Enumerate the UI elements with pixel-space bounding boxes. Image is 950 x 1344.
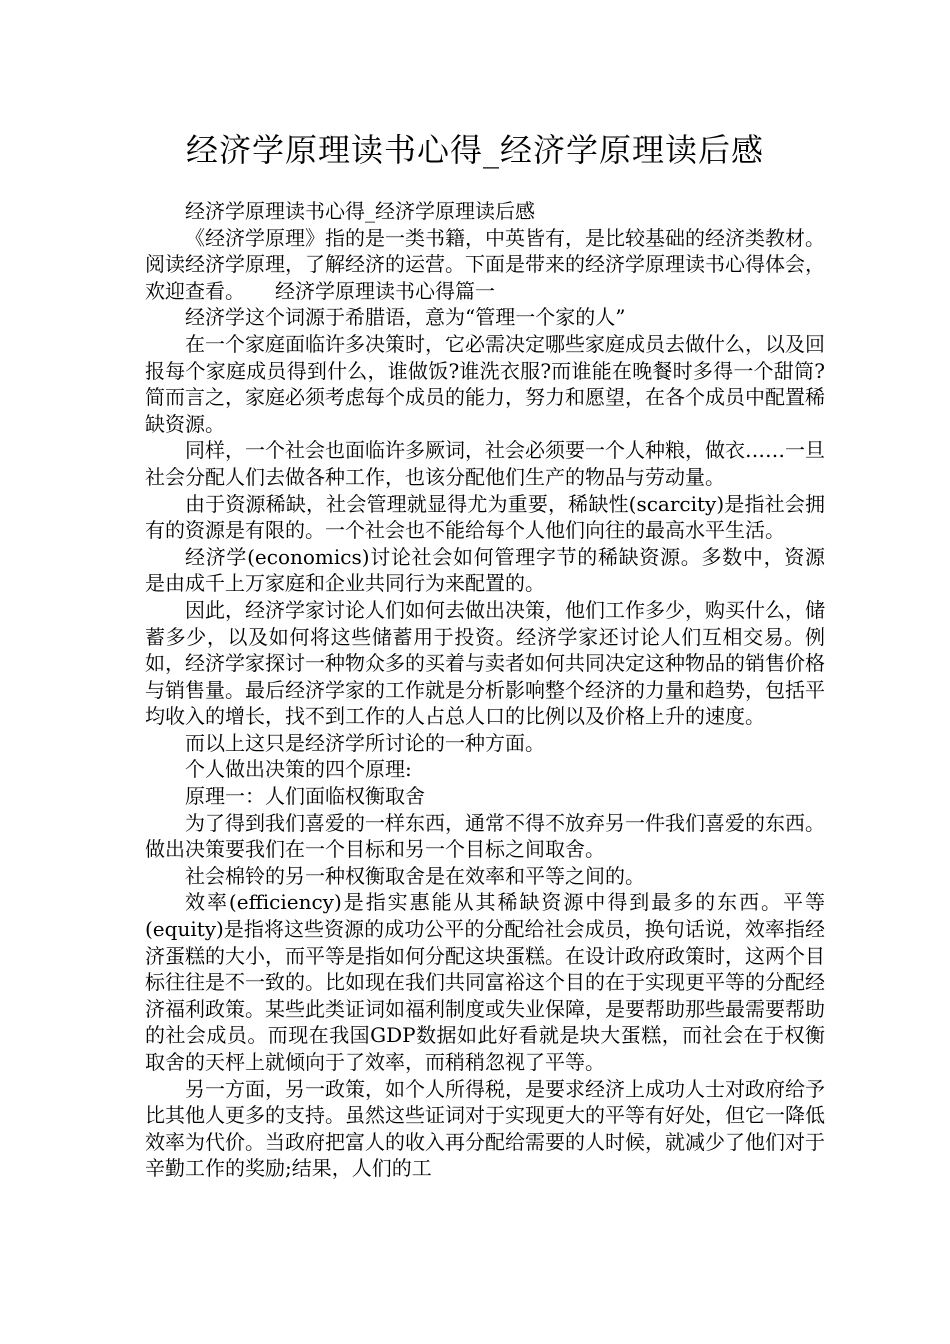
paragraph: 在一个家庭面临许多决策时，它必需决定哪些家庭成员去做什么，以及回报每个家庭成员得到什么，谁做饭?谁洗衣服?而谁能在晚餐时多得一个甜筒?简而言之，家庭必须考虑每个成员的能力，努力和愿望，在各个成员中配置稀缺资源。: [145, 331, 825, 436]
paragraph: 而以上这只是经济学所讨论的一种方面。: [185, 730, 545, 755]
paragraph: 为了得到我们喜爱的一样东西，通常不得不放弃另一件我们喜爱的东西。做出决策要我们在一个目标和另一个目标之间取舍。: [145, 810, 825, 862]
paragraph: 社会棉铃的另一种权衡取舍是在效率和平等之间的。: [185, 863, 645, 888]
document-body: [145, 198, 825, 1182]
paragraph: 同样，一个社会也面临许多厥词，社会必须要一个人种粮，做衣……一旦社会分配人们去做各种工作，也该分配他们生产的物品与劳动量。: [145, 438, 825, 489]
paragraph: 效率(efficiency)是指实惠能从其稀缺资源中得到最多的东西。平等(equity)是指将这些资源的成功公平的分配给社会成员，换句话说，效率指经济蛋糕的大小，而平等是指如何分配这块蛋糕。在设计政府政策时，这两个目标往往是不一致的。比如现在我们共同富裕这个目的在于实现更平等的分配经济福利政策。某些此类证词如福利制度或失业保障，是要帮助那些最需要帮助的社会成员。而现在我国GDP数据如此好看就是块大蛋糕，而社会在于权衡取舍的天枰上就倾向于了效率，而稍稍忽视了平等。: [145, 890, 825, 1074]
document-title: 经济学原理读书心得_经济学原理读后感: [185, 131, 764, 169]
paragraph: 另一方面，另一政策，如个人所得税，是要求经济上成功人士对政府给予比其他人更多的支持。虽然这些证词对于实现更大的平等有好处，但它一降低效率为代价。当政府把富人的收入再分配给需要的人时候，就减少了他们对于辛勤工作的奖励;结果，人们的工: [145, 1076, 825, 1181]
paragraph: 经济学(economics)讨论社会如何管理字节的稀缺资源。多数中，资源是由成千上万家庭和企业共同行为来配置的。: [145, 544, 825, 596]
paragraph: 由于资源稀缺，社会管理就显得尤为重要，稀缺性(scarcity)是指社会拥有的资源是有限的。一个社会也不能给每个人他们向往的最高水平生活。: [145, 491, 825, 543]
paragraph: 经济学原理读书心得_经济学原理读后感: [185, 199, 535, 223]
paragraph: 原理一：人们面临权衡取舍: [185, 784, 425, 809]
paragraph: 经济学这个词源于希腊语，意为“管理一个家的人”: [185, 305, 626, 330]
paragraph: 因此，经济学家讨论人们如何去做出决策，他们工作多少，购买什么，储蓄多少，以及如何将这些储蓄用于投资。经济学家还讨论人们互相交易。例如，经济学家探讨一种物众多的买着与卖者如何共同决定这种物品的销售价格与销售量。最后经济学家的工作就是分析影响整个经济的力量和趋势，包括平均收入的增长，找不到工作的人占总人口的比例以及价格上升的速度。: [145, 597, 825, 729]
paragraph: 个人做出决策的四个原理:: [185, 757, 412, 782]
paragraph: 《经济学原理》指的是一类书籍，中英皆有，是比较基础的经济类教材。阅读经济学原理，了解经济的运营。下面是带来的经济学原理读书心得体会，欢迎查看。 经济学原理读书心得篇一: [145, 225, 825, 303]
